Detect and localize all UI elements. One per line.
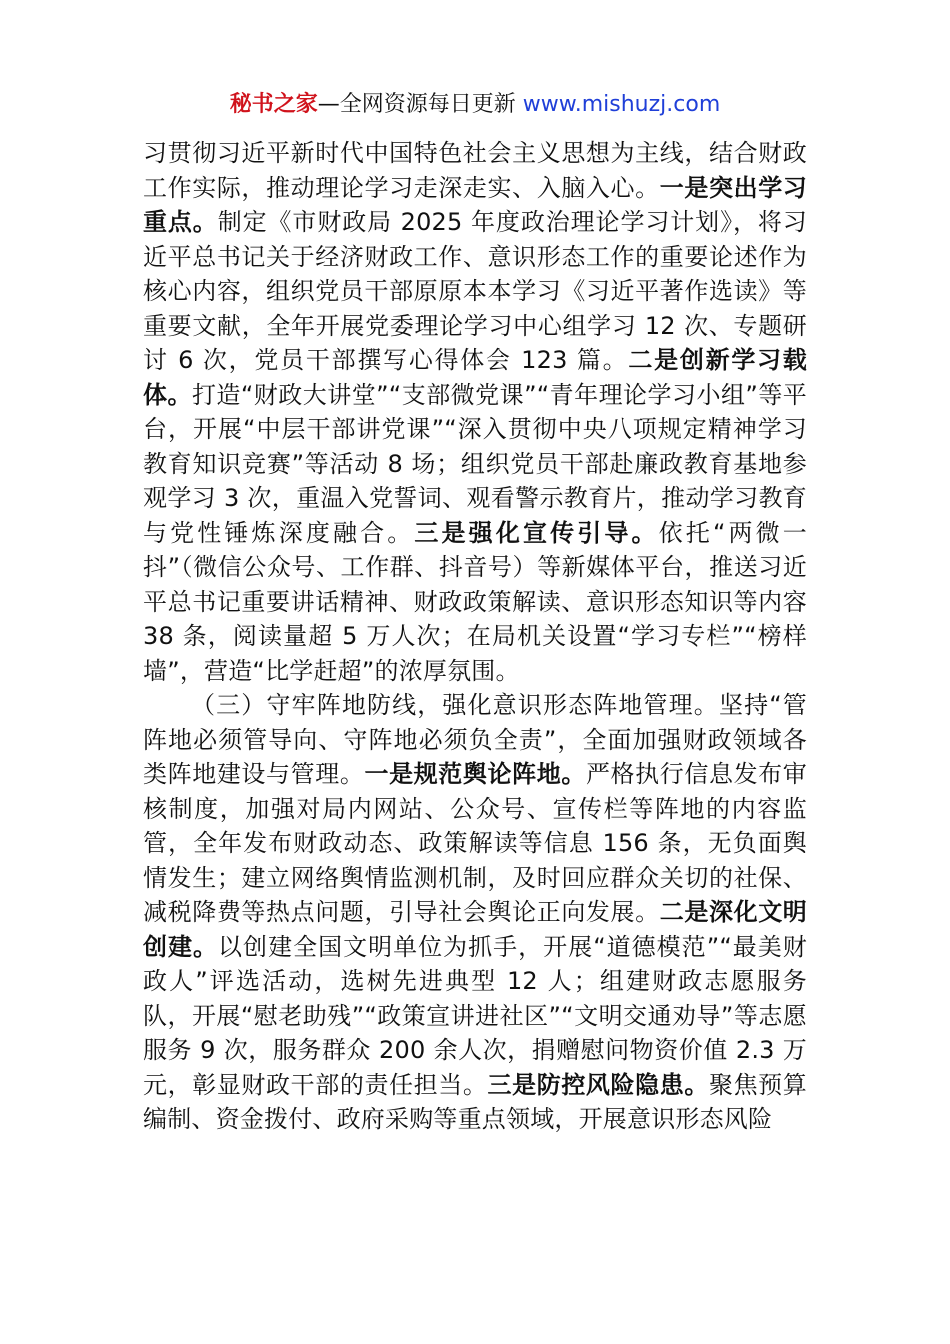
bold-heading: 三是防控风险隐患。 <box>487 1070 709 1099</box>
text-segment: 打造“财政大讲堂”“支部微党课”“青年理论学习小组”等平台，开展“中层干部讲党课”“深入贯彻中央八项规定精神学习教育知识竞赛”等活动 8 场；组织党员干部赴廉政教育基地参观学习 3 次，重温入党誓词、观看警示教育片，推动学习教育与党性锤炼深度融合。 <box>143 380 807 547</box>
text-segment: 习贯彻习近平新时代中国特色社会主义思想为主线，结合财政工作实际，推动理论学习走深走实、入脑入心。 <box>143 139 807 202</box>
text-segment: 依托“两微一抖”（微信公众号、工作群、抖音号）等新媒体平台，推送习近平总书记重要讲话精神、财政政策解读、意识形态知识等内容 38 条，阅读量超 5 万人次；在局机关设置“学习专栏”“榜样墙”，营造“比学赶超”的浓厚氛围。 <box>143 518 808 685</box>
site-header <box>0 90 950 120</box>
bold-heading: 一是突出学习重点。 <box>143 173 808 236</box>
brand-name: 秘书之家 <box>229 92 318 117</box>
document-body <box>143 136 807 1137</box>
site-url-link[interactable]: www.mishuzj.com <box>522 92 721 117</box>
text-segment: 严格执行信息发布审核制度，加强对局内网站、公众号、宣传栏等阵地的内容监管，全年发布财政动态、政策解读等信息 156 条，无负面舆情发生；建立网络舆情监测机制，及时回应群众关切的社保、减税降费等热点问题，引导社会舆论正向发展。 <box>143 760 807 926</box>
text-segment: 以创建全国文明单位为抓手，开展“道德模范”“最美财政人”评选活动，选树先进典型 12 人；组建财政志愿服务队，开展“慰老助残”“政策宣讲进社区”“文明交通劝导”等志愿服务 9 次，服务群众 200 余人次，捐赠慰问物资价值 2.3 万元，彰显财政干部的责任担当。 <box>143 932 807 1099</box>
text-segment: 聚焦预算编制、资金拨付、政府采购等重点领域，开展意识形态风险 <box>143 1070 807 1133</box>
paragraph <box>143 136 807 688</box>
text-segment: 制定《市财政局 2025 年度政治理论学习计划》，将习近平总书记关于经济财政工作、意识形态工作的重要论述作为核心内容，组织党员干部原原本本学习《习近平著作选读》等重要文献，全年开展党委理论学习中心组学习 12 次、专题研讨 6 次，党员干部撰写心得体会 123 篇。 <box>143 208 807 374</box>
bold-heading: 二是深化文明创建。 <box>143 898 808 961</box>
header-tagline: —全网资源每日更新 <box>317 92 523 117</box>
bold-heading: 二是创新学习载体。 <box>143 346 807 409</box>
bold-heading: 三是强化宣传引导。 <box>414 518 659 547</box>
bold-heading: 一是规范舆论阵地。 <box>364 760 586 788</box>
text-segment: （三）守牢阵地防线，强化意识形态阵地管理。坚持“管阵地必须管导向、守阵地必须负全责”，全面加强财政领域各类阵地建设与管理。 <box>143 691 807 788</box>
paragraph <box>143 688 807 1137</box>
